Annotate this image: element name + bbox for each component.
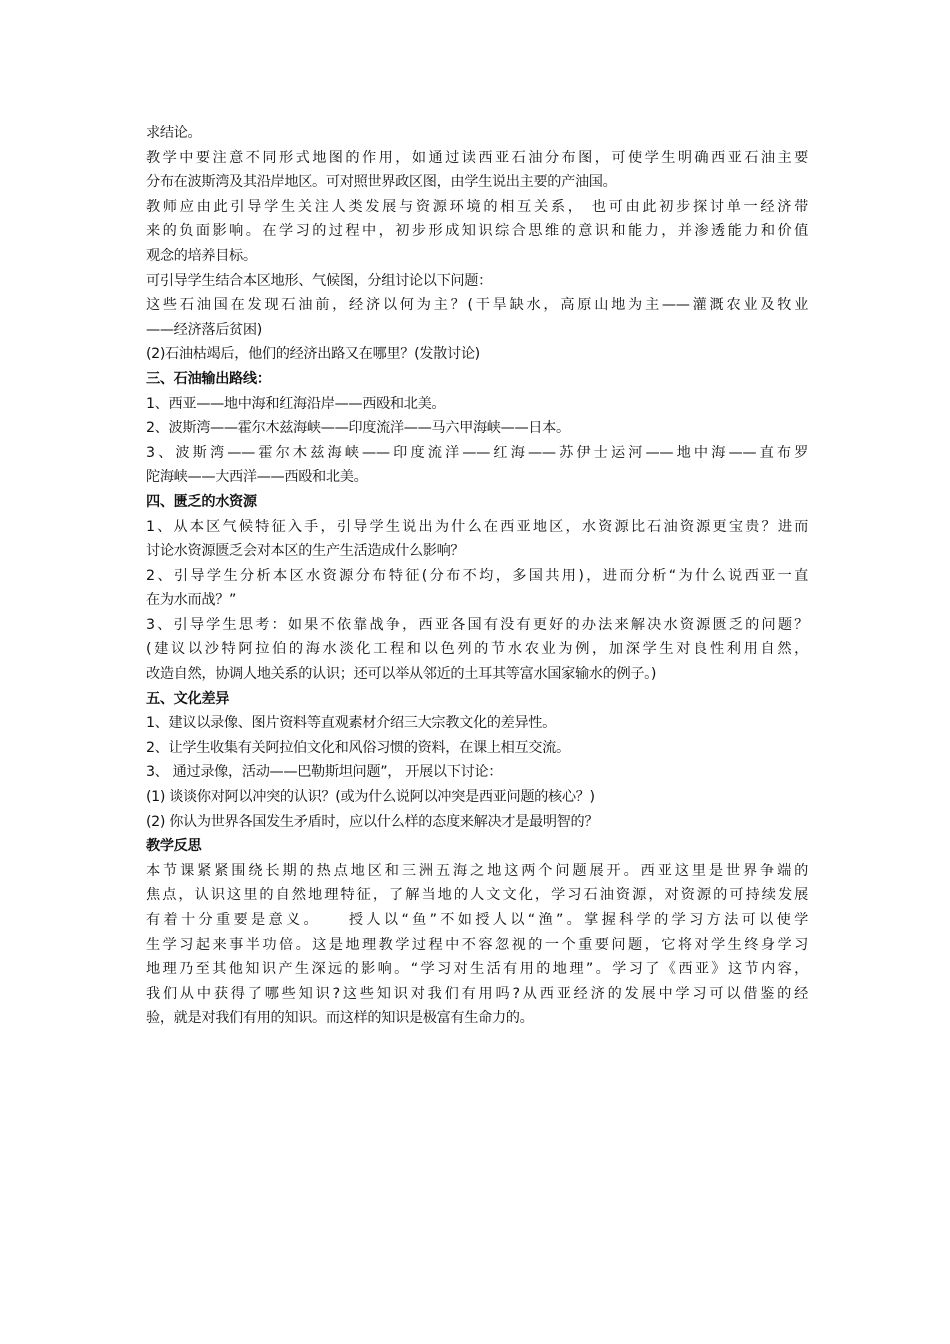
text-line: 验，就是对我们有用的知识。而这样的知识是极富有生命力的。 bbox=[146, 1010, 534, 1027]
text-line: (2) 你认为世界各国发生矛盾时，应以什么样的态度来解决才是最明智的？ bbox=[146, 813, 599, 830]
text-line: 1、从本区气候特征入手，引导学生说出为什么在西亚地区，水资源比石油资源更宝贵？进而 bbox=[146, 518, 808, 535]
text-line: 观念的培养目标。 bbox=[146, 247, 257, 264]
text-line: 1、建议以录像、图片资料等直观素材介绍三大宗教文化的差异性。 bbox=[146, 715, 556, 732]
text-line: (1) 谈谈你对阿以冲突的认识？(或为什么说阿以冲突是西亚问题的核心？) bbox=[146, 789, 595, 806]
text-line: 分布在波斯湾及其沿岸地区。可对照世界政区图，由学生说出主要的产油国。 bbox=[146, 174, 617, 191]
text-line: 求结论。 bbox=[146, 125, 202, 141]
text-line: 3、引导学生思考：如果不依靠战争，西亚各国有没有更好的办法来解决水资源匮乏的问题？ bbox=[146, 616, 808, 633]
text-line: 3、波斯湾——霍尔木兹海峡——印度流洋——红海——苏伊士运河——地中海——直布罗 bbox=[146, 444, 808, 461]
text-line: 来的负面影响。在学习的过程中，初步形成知识综合思维的意识和能力，并渗透能力和价值 bbox=[146, 223, 808, 240]
document-page bbox=[146, 121, 808, 1031]
text-line: 地理乃至其他知识产生深远的影响。“学习对生活有用的地理”。学习了《西亚》这节内容， bbox=[146, 961, 808, 978]
text-line: 教学中要注意不同形式地图的作用，如通过读西亚石油分布图，可使学生明确西亚石油主要 bbox=[146, 149, 808, 166]
text-line: 3、 通过录像，活动——巴勒斯坦问题”， 开展以下讨论： bbox=[146, 764, 503, 781]
section-heading-oil-routes: 三、石油输出路线： bbox=[146, 370, 271, 387]
section-heading-culture: 五、文化差异 bbox=[146, 690, 230, 707]
text-line: 陀海峡——大西洋——西殴和北美。 bbox=[146, 469, 368, 486]
text-line: (2)石油枯竭后，他们的经济出路又在哪里？(发散讨论) bbox=[146, 346, 480, 363]
text-line: 2、让学生收集有关阿拉伯文化和风俗习惯的资料，在课上相互交流。 bbox=[146, 739, 570, 756]
text-line: 本节课紧紧围绕长期的热点地区和三洲五海之地这两个问题展开。西亚这里是世界争端的 bbox=[146, 862, 808, 879]
text-line: 讨论水资源匮乏会对本区的生产生活造成什么影响？ bbox=[146, 543, 465, 560]
text-line: 2、引导学生分析本区水资源分布特征(分布不均，多国共用)，进而分析“为什么说西亚一直 bbox=[146, 567, 808, 584]
section-heading-reflection: 教学反思 bbox=[146, 838, 202, 855]
text-line: 生学习起来事半功倍。这是地理教学过程中不容忽视的一个重要问题，它将对学生终身学习 bbox=[146, 936, 808, 953]
text-line: 这些石油国在发现石油前，经济以何为主？(干旱缺水，高原山地为主——灌溉农业及牧业 bbox=[146, 297, 808, 314]
text-line: 教师应由此引导学生关注人类发展与资源环境的相互关系， 也可由此初步探讨单一经济带 bbox=[146, 198, 808, 215]
text-line: 改造自然，协调人地关系的认识；还可以举从邻近的土耳其等富水国家输水的例子。) bbox=[146, 666, 657, 683]
text-line: 2、波斯湾——霍尔木兹海峡——印度流洋——马六甲海峡——日本。 bbox=[146, 420, 570, 437]
text-line: ——经济落后贫困) bbox=[146, 321, 262, 338]
text-line: 我们从中获得了哪些知识?这些知识对我们有用吗?从西亚经济的发展中学习可以借鉴的经 bbox=[146, 985, 808, 1002]
text-line: 可引导学生结合本区地形、气候图，分组讨论以下问题： bbox=[146, 272, 492, 289]
text-line: 焦点，认识这里的自然地理特征，了解当地的人文文化，学习石油资源，对资源的可持续发展 bbox=[146, 887, 808, 904]
text-line: (建议以沙特阿拉伯的海水淡化工程和以色列的节水农业为例，加深学生对良性利用自然， bbox=[146, 641, 808, 658]
text-line: 有着十分重要是意义。 授人以“鱼”不如授人以“渔”。掌握科学的学习方法可以使学 bbox=[146, 912, 808, 928]
text-line: 在为水而战？” bbox=[146, 592, 237, 609]
text-line: 1、西亚——地中海和红海沿岸——西殴和北美。 bbox=[146, 395, 446, 412]
section-heading-water-resources: 四、匮乏的水资源 bbox=[146, 493, 257, 510]
